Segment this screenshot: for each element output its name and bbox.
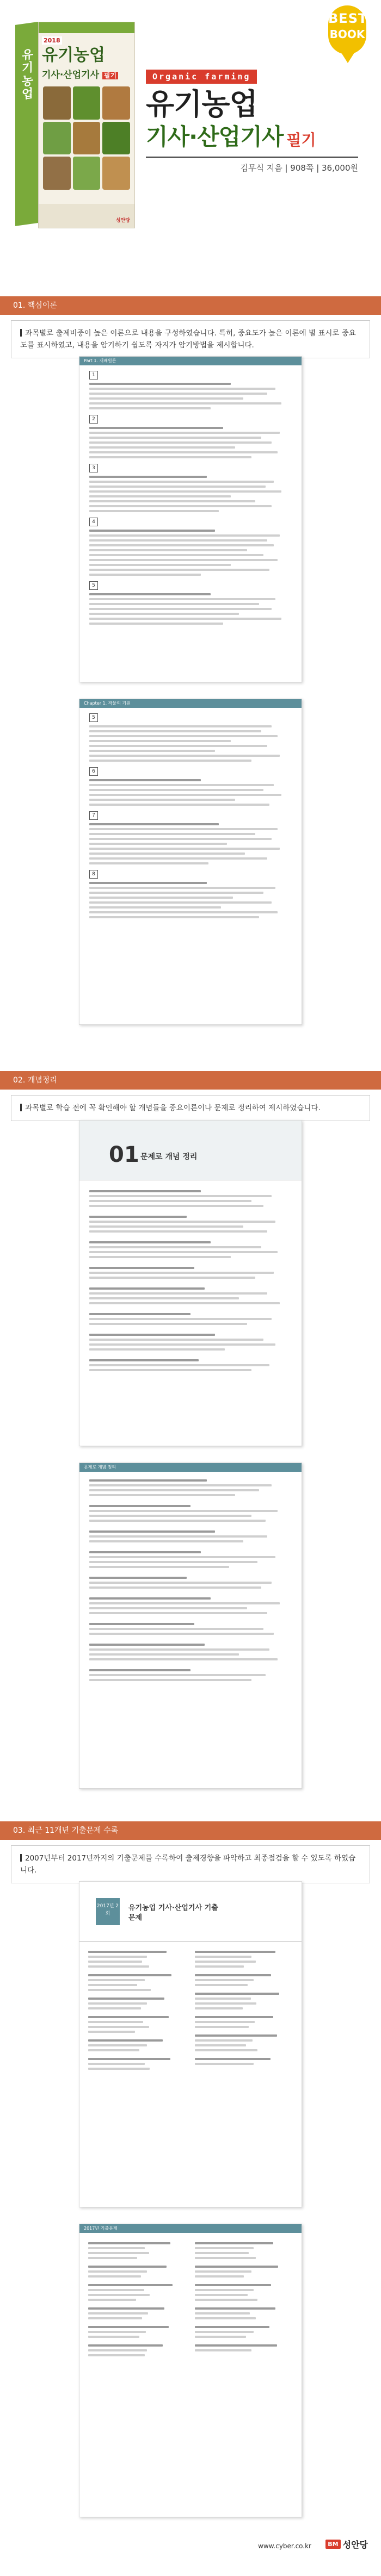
publisher-logo-mark: BM (325, 2540, 340, 2549)
publisher-name: 성안당 (342, 2540, 368, 2550)
best-book-badge (328, 5, 366, 65)
cover-subtitle: 기사·산업기사 필기 (42, 67, 132, 80)
book-spine (15, 22, 38, 226)
section-concept-summary (0, 1071, 381, 1805)
cover-year: 2018 (42, 36, 62, 45)
book-subtitle: 기사·산업기사 (146, 123, 284, 150)
section-bar: 03. 최근 11개년 기출문제 수록 (0, 1821, 381, 1840)
book-meta: 김무식 지음 | 908쪽 | 36,000원 (240, 163, 358, 173)
sample-page-header: 2017년 기출문제 (79, 2224, 302, 2233)
section-description: 과목별로 출제비중이 높은 이론으로 내용을 구성하였습니다. 특히, 중요도가 높은 이론에 별 표시로 중요도를 표시하였고, 내용을 암기하기 쉽도록 자지가 암기방법을 제시합니다. (11, 320, 370, 358)
hero-title-block (146, 70, 364, 173)
section-description: 2007년부터 2017년까지의 기출문제를 수록하여 출제경향을 파악하고 최종점검을 할 수 있도록 하였습니다. (11, 1845, 370, 1883)
divider (146, 157, 358, 158)
book-cover-image (15, 22, 135, 239)
chapter-number: 01 (109, 1142, 139, 1167)
cover-photo-grid (43, 86, 130, 190)
section-bar: 02. 개념정리 (0, 1071, 381, 1090)
book-title: 유기농업 (146, 87, 257, 121)
publisher-logo (325, 2538, 368, 2550)
chapter-title: 문제로 개념 정리 (140, 1153, 198, 1161)
book-front-cover (38, 22, 135, 228)
sample-page (79, 1881, 302, 2207)
sample-page (79, 1463, 302, 1789)
sample-page: Part 1. 재배원론 1 2 3 4 5 (79, 356, 302, 682)
section-core-theory (0, 296, 381, 1057)
sample-page-header: Part 1. 재배원론 (79, 357, 302, 365)
section-past-exams (0, 1821, 381, 2528)
tagline: Organic farming (146, 70, 257, 84)
badge-best: BEST (328, 11, 368, 26)
section-description: 과목별로 학습 전에 꼭 확인해야 할 개념들을 중요이론이나 문제로 정리하여 제시하였습니다. (11, 1095, 370, 1121)
sample-page (79, 2224, 302, 2517)
sample-page-header: 문제로 개념 정리 (79, 1463, 302, 1472)
sample-page (79, 1120, 302, 1446)
pilgi-label: 필기 (286, 131, 316, 149)
publisher-url[interactable]: www.cyber.co.kr (258, 2542, 311, 2550)
sample-page: Chapter 1. 작물의 기원 5 6 7 8 (79, 699, 302, 1025)
sample-page-header: Chapter 1. 작물의 기원 (79, 699, 302, 708)
exam-year-tag: 2017년 2회 (96, 1898, 120, 1925)
cover-publisher: 성안당 (115, 218, 130, 223)
cover-title: 유기농업 (42, 46, 105, 65)
spine-title: 유기농업 (20, 47, 33, 102)
exam-title: 유기농업 기사·산업기사 기출문제 (128, 1904, 218, 1922)
hero-banner (0, 0, 381, 296)
badge-book: BOOK (329, 28, 365, 41)
section-bar: 01. 핵심이론 (0, 296, 381, 315)
